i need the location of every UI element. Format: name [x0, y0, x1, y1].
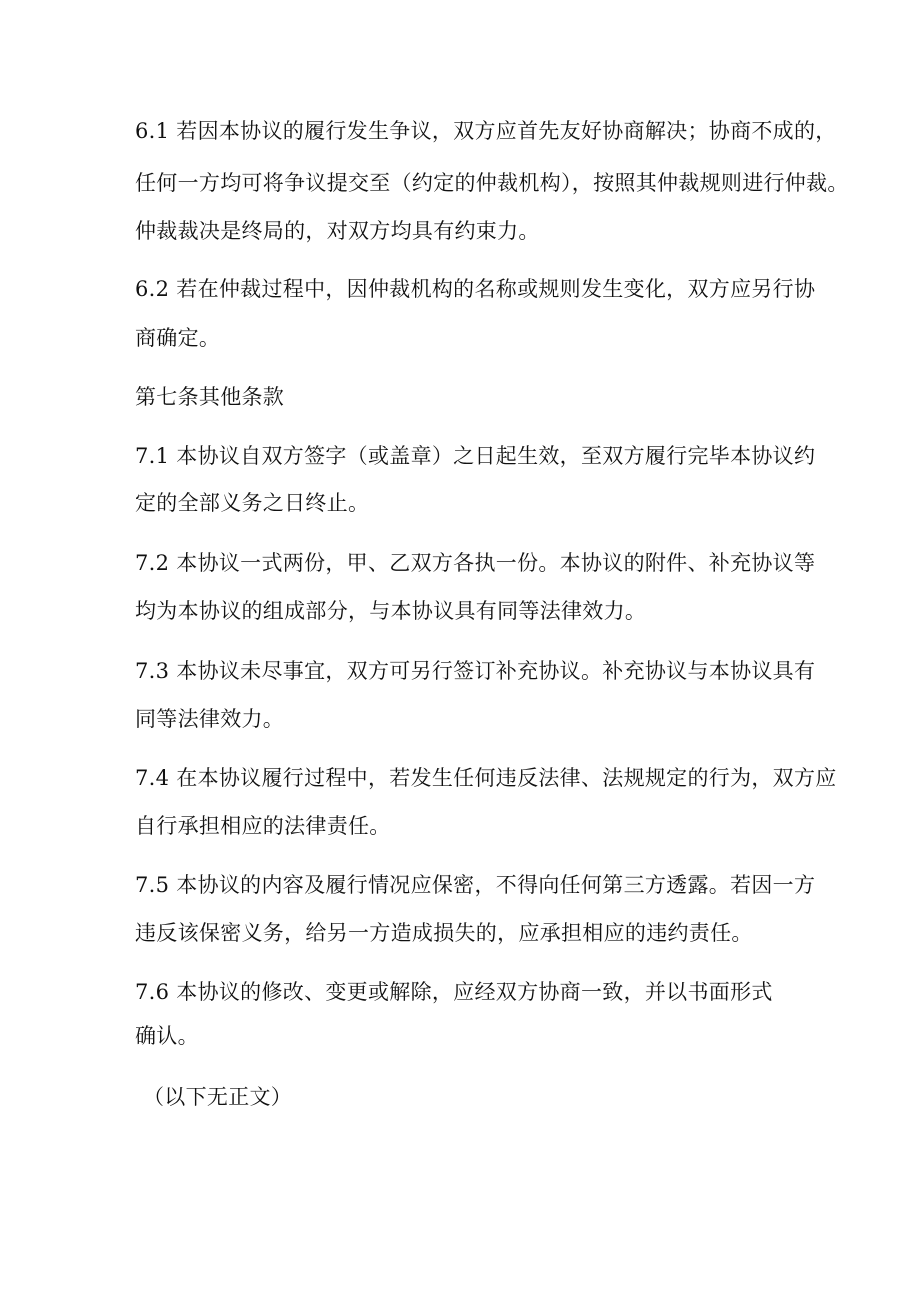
clause-6-2-line-1: 6.2 若在仲裁过程中，因仲裁机构的名称或规则发生变化，双方应另行协 [135, 277, 816, 301]
clause-6-1-line-3: 仲裁裁决是终局的，对双方均具有约束力。 [135, 219, 540, 243]
clause-7-3-line-1: 7.3 本协议未尽事宜，双方可另行签订补充协议。补充协议与本协议具有 [135, 659, 816, 683]
clause-7-4-line-2: 自行承担相应的法律责任。 [135, 814, 391, 838]
clause-6-2-line-2: 商确定。 [135, 326, 221, 350]
clause-6-1-line-2: 任何一方均可将争议提交至（约定的仲裁机构），按照其仲裁规则进行仲裁。 [135, 171, 849, 195]
clause-7-4-line-1: 7.4 在本协议履行过程中，若发生任何违反法律、法规规定的行为，双方应 [135, 766, 837, 790]
end-of-text-note: （以下无正文） [143, 1085, 293, 1109]
section-heading-article-7: 第七条其他条款 [135, 385, 285, 409]
clause-7-6-line-1: 7.6 本协议的修改、变更或解除，应经双方协商一致，并以书面形式 [135, 980, 773, 1004]
clause-7-2-line-1: 7.2 本协议一式两份，甲、乙双方各执一份。本协议的附件、补充协议等 [135, 551, 816, 575]
clause-7-1-line-2: 定的全部义务之日终止。 [135, 491, 370, 515]
clause-7-5-line-2: 违反该保密义务，给另一方造成损失的，应承担相应的违约责任。 [135, 921, 753, 945]
clause-7-1-line-1: 7.1 本协议自双方签字（或盖章）之日起生效，至双方履行完毕本协议约 [135, 444, 816, 468]
clause-7-6-line-2: 确认。 [135, 1024, 199, 1048]
clause-6-1-line-1: 6.1 若因本协议的履行发生争议，双方应首先友好协商解决；协商不成的， [135, 119, 837, 143]
clause-7-5-line-1: 7.5 本协议的内容及履行情况应保密，不得向任何第三方透露。若因一方 [135, 873, 816, 897]
clause-7-2-line-2: 均为本协议的组成部分，与本协议具有同等法律效力。 [135, 599, 647, 623]
clause-7-3-line-2: 同等法律效力。 [135, 707, 285, 731]
